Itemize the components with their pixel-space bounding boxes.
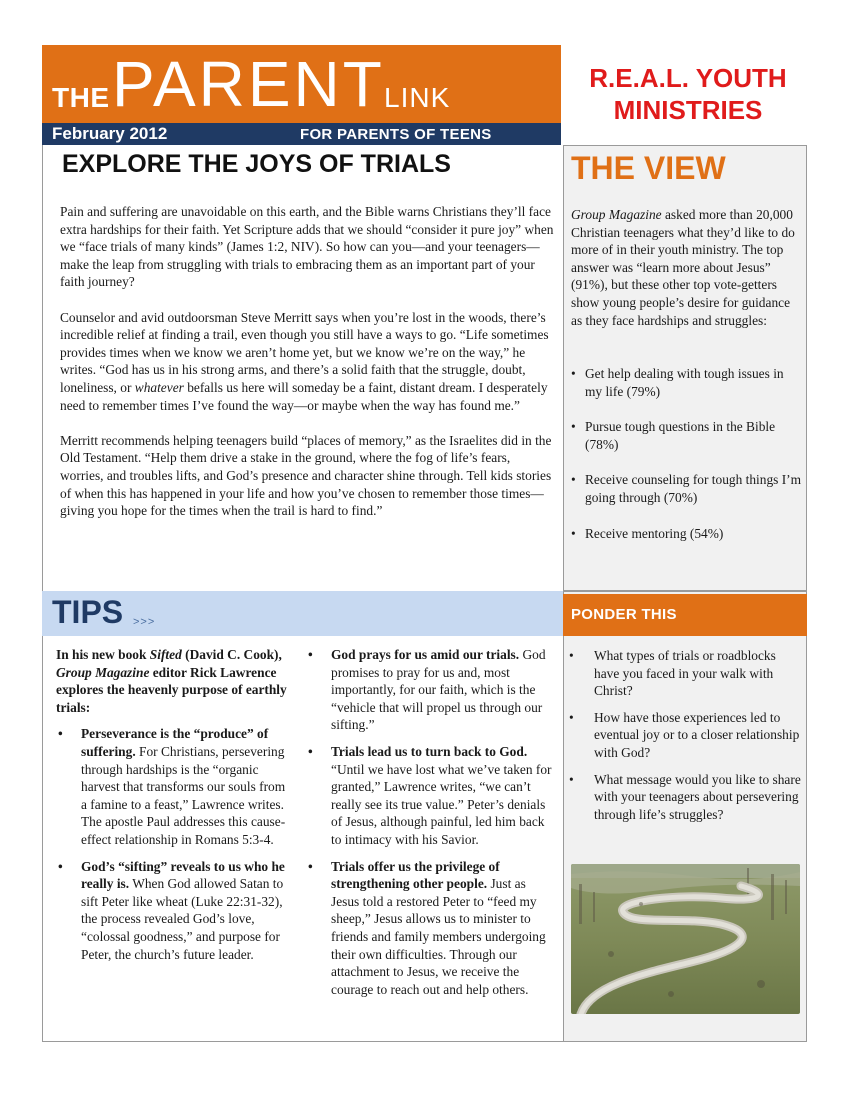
winding-road-illustration — [571, 864, 800, 1014]
tips-arrows: >>> — [133, 616, 156, 628]
issue-date: February 2012 — [52, 124, 168, 143]
date-bar — [42, 123, 561, 145]
the-view-intro-text: asked more than 20,000 Christian teenagers what they’d like to do more of in their youth ministry. The top answer was “learn more about Jesus” (91%), but these other top vote-getters show young people’s desire for guidance as they face hardships and struggles: — [571, 207, 795, 328]
tips-intro-book-title: Sifted — [149, 647, 182, 662]
article-paragraph-3: Merritt recommends helping teenagers build “places of memory,” as the Israelites did in the Old Testament. “Help them drive a stake in the ground, where the fog of life’s fears, worries, and troubles lifts, and God’s presence and character shine through. Tell kids stories of when this has happened in your life and how you’ve chosen to remember those times—giving you hope for the times when the trail is hard to find.” — [60, 432, 552, 519]
the-view-list-item: • Get help dealing with tough issues in my life (79%) — [571, 365, 803, 400]
winding-road-photo — [571, 864, 800, 1014]
ponder-title: PONDER THIS — [571, 606, 677, 623]
ponder-list — [567, 647, 801, 832]
the-view-title: THE VIEW — [571, 150, 726, 186]
tip-body: God promises to pray for us and, most importantly, for our faith, which is the “vehicle that will propel us through our sifting.” — [331, 647, 546, 733]
the-view-magazine-name: Group Magazine — [571, 207, 662, 222]
tip-heading: God’s “sifting” reveals to us who he really is. — [81, 858, 285, 892]
article-paragraph-1: Pain and suffering are unavoidable on this earth, and the Bible warns Christians they’ll face extra hardships for their faith. Yet Scripture adds that we should “consider it pure joy” when we “face trials of many kinds” (James 1:2, NIV). So how can you—and your teenagers—make the leap from struggling with trials to embracing them as an important part of your faith journey? — [60, 204, 554, 290]
masthead-the: THE — [52, 82, 110, 113]
tips-title: TIPS — [52, 594, 124, 630]
tip-item — [306, 743, 556, 849]
tip-heading: Perseverance is the “produce” of suffering. — [81, 726, 269, 759]
ministry-line-2: MINISTRIES — [613, 95, 763, 125]
tip-heading: Trials offer us the privilege of strengthening other people. — [331, 858, 500, 892]
tip-body: When God allowed Satan to sift Peter like wheat (Luke 22:31-32), the process revealed God’s love, “colossal goodness,” and purpose for Peter, the church’s future leader. — [81, 876, 284, 962]
tips-list-left — [56, 725, 288, 963]
article-body — [60, 203, 554, 537]
article-paragraph-2-emphasis: whatever — [134, 379, 184, 395]
article-title: EXPLORE THE JOYS OF TRIALS — [62, 150, 451, 178]
tip-body: Just as Jesus told a restored Peter to “feed my sheep,” Jesus allows us to minister to friends and family members undergoing their own difficulties. Through our attachment to Jesus, we receive the courage to reach out and help others. — [331, 876, 546, 997]
tip-heading: God prays for us amid our trials. — [331, 647, 520, 662]
article-paragraph-2 — [60, 309, 554, 415]
tips-intro-magazine-name: Group Magazine — [56, 664, 150, 680]
masthead-parent: PARENT — [112, 48, 385, 120]
ponder-question: • How have those experiences led to eventual joy or to a closer relationship with God? — [567, 709, 801, 762]
the-view-list-item: • Pursue tough questions in the Bible (78%) — [571, 418, 803, 453]
tips-list-right — [306, 646, 556, 998]
ponder-question: • What types of trials or roadblocks have you faced in your walk with Christ? — [567, 647, 801, 700]
tips-intro-part-a: In his new book — [56, 647, 150, 662]
the-view-list-item: • Receive counseling for tough things I’m going through (70%) — [571, 471, 803, 506]
article-paragraph-2-part-a: Counselor and avid outdoorsman Steve Merritt says when you’re lost in the woods, there’s incredible relief at finding a trail, even though you still have a ways to go. “Life sometimes provides times when we know we aren’t home yet, but we know we’re on the way,” he writes. “God has us in his strong arms, and there’s a solid faith that the struggle, doubt, loneliness, or — [60, 309, 549, 395]
tips-column-right — [306, 646, 556, 1007]
tips-intro-part-b: (David C. Cook), — [181, 647, 282, 662]
audience-tagline: FOR PARENTS OF TEENS — [300, 126, 492, 143]
tip-body: “Until we have lost what we’ve taken for granted,” Lawrence writes, “we can’t really see its true value.” Peter’s denials of Jesus, although painful, led him back to intimacy with his Savior. — [331, 761, 552, 847]
article-paragraph-2-part-b: befalls us here will someday be a faint, distant dream. I desperately need to remember times I’ve found the way—or maybe when the way has found me.” — [60, 379, 548, 413]
ministry-name — [566, 62, 810, 126]
masthead-banner — [42, 45, 561, 123]
ministry-line-1: R.E.A.L. YOUTH — [589, 63, 787, 93]
tip-body: For Christians, persevering through hardships is the “organic harvest that transforms our souls from a famine to a feast,” Lawrence writes. The apostle Paul addresses this cause-effect relationship in Romans 5:3-4. — [81, 743, 286, 847]
tip-item — [306, 646, 556, 734]
the-view-intro — [571, 206, 801, 329]
tip-heading: Trials lead us to turn back to God. — [331, 743, 528, 759]
tips-intro — [56, 646, 288, 716]
tip-item — [56, 858, 288, 964]
tips-column-left — [56, 646, 288, 972]
ponder-question: • What message would you like to share with your teenagers about persevering through life’s struggles? — [567, 771, 801, 824]
the-view-list-item: • Receive mentoring (54%) — [571, 525, 803, 543]
tips-intro-part-c: editor Rick Lawrence explores the heavenly purpose of earthly trials: — [56, 664, 287, 715]
tip-item — [306, 858, 556, 999]
the-view-list — [571, 365, 803, 560]
masthead-link: LINK — [384, 82, 451, 113]
tip-item — [56, 725, 288, 848]
